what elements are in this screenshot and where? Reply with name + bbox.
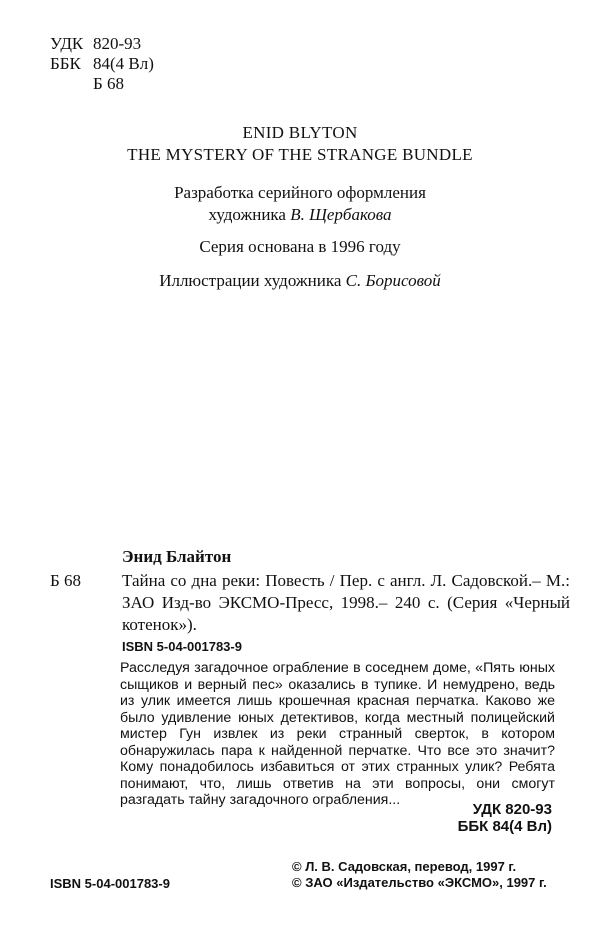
copyright-translation: © Л. В. Садовская, перевод, 1997 г. (292, 859, 517, 874)
author-mark-row (50, 74, 154, 94)
original-title-block (0, 122, 600, 166)
udk-bottom: УДК 820-93 (472, 801, 552, 818)
udk-value: 820-93 (93, 34, 142, 53)
udk-row (50, 34, 154, 54)
copyright-block (292, 859, 547, 891)
catalog-author: Энид Блайтон (122, 547, 232, 566)
catalog-isbn: ISBN 5-04-001783-9 (122, 639, 242, 654)
bbk-value: 84(4 Вл) (93, 54, 154, 73)
author-en: ENID BLYTON (242, 123, 358, 142)
design-credit (0, 182, 600, 226)
bbk-label: ББК (50, 54, 81, 73)
catalog-code: Б 68 (50, 571, 82, 590)
title-en: THE MYSTERY OF THE STRANGE BUNDLE (127, 145, 473, 164)
designer-name: В. Щербакова (290, 205, 392, 224)
bbk-bottom: ББК 84(4 Вл) (457, 818, 552, 835)
bibliographic-codes-top (50, 34, 154, 94)
design-line-1: Разработка серийного оформления (174, 183, 426, 202)
bbk-row (50, 54, 154, 74)
bibliographic-codes-bottom (440, 801, 552, 835)
catalog-entry-text: Тайна со дна реки: Повесть / Пер. с англ. Л. Садовской.– М.: ЗАО Изд-во ЭКСМО-Пресс, 1998.– 240 с. (Серия «Черный котенок»). (122, 571, 570, 634)
design-line-2 (0, 204, 600, 226)
design-prefix: художника (208, 205, 286, 224)
author-mark: Б 68 (93, 74, 125, 93)
illustrations-prefix: Иллюстрации художника (159, 271, 342, 290)
illustrations-credit (0, 270, 600, 292)
illustrator-name: С. Борисовой (345, 271, 441, 290)
annotation: Расследуя загадочное ограбление в соседнем доме, «Пять юных сыщиков и верный пес» оказались в тупике. И немудрено, ведь из улик имеется лишь крошечная красная перчатка. Каково же было удивление юных детективов, когда местный полицейский мистер Гун извлек из реки странный сверток, в котором обнаружилась пара к найденной перчатке. Что все это значит? Кому понадобилось избавиться от этих странных улик? Ребята понимают, что, лишь ответив на эти вопросы, они смогут разгадать тайну загадочного ограбления... (120, 660, 555, 808)
copyright-publisher: © ЗАО «Издательство «ЭКСМО», 1997 г. (292, 875, 547, 890)
catalog-entry (50, 570, 570, 636)
series-founded: Серия основана в 1996 году (199, 237, 401, 256)
udk-label: УДК (50, 34, 84, 53)
footer-isbn: ISBN 5-04-001783-9 (50, 876, 170, 891)
